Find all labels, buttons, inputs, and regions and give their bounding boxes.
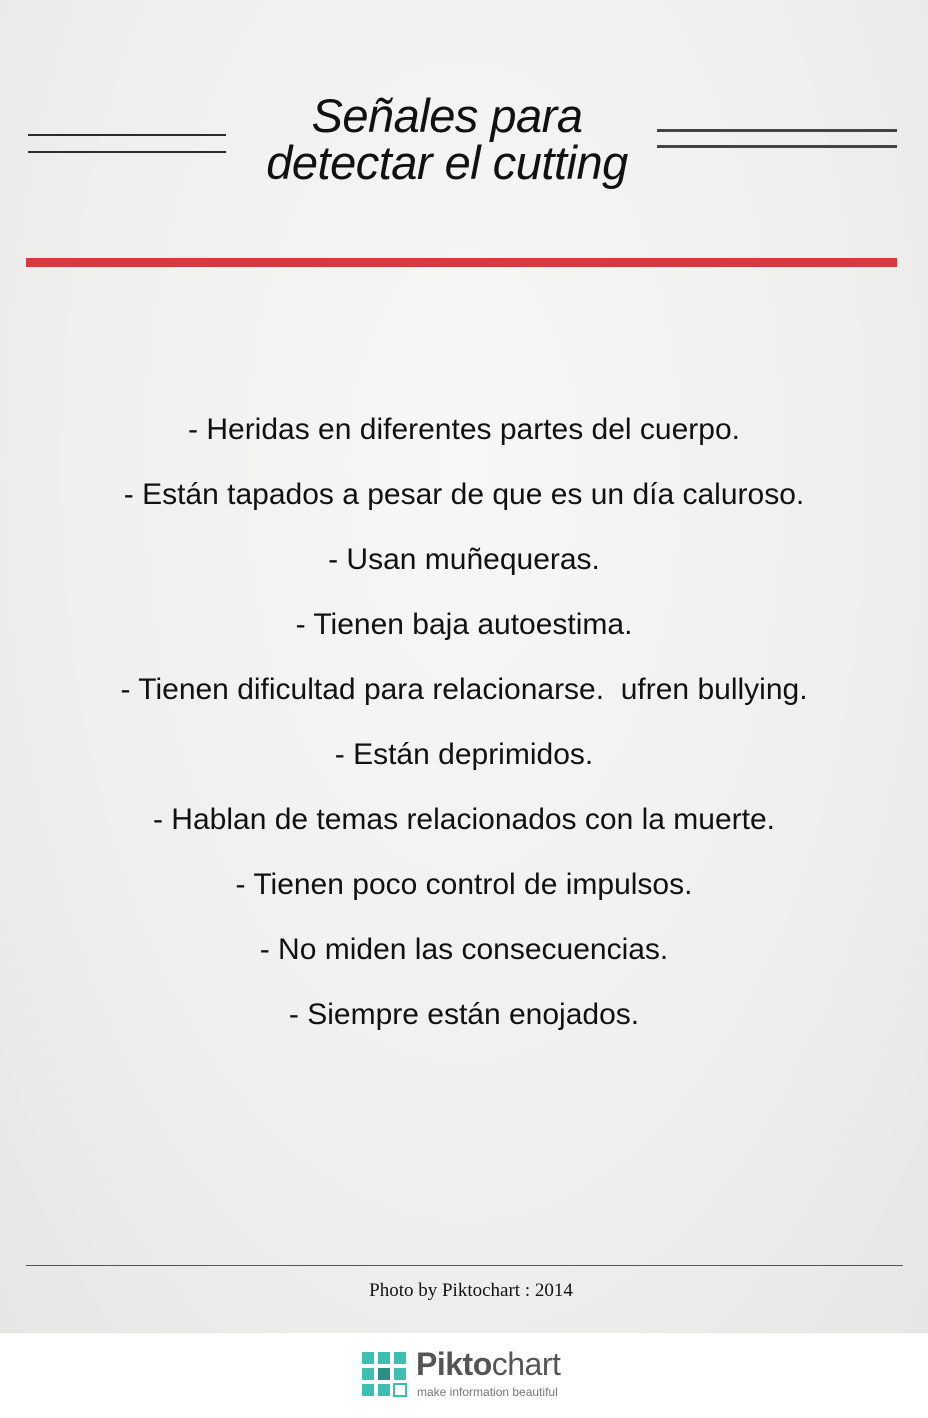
list-item: - Tienen baja autoestima.: [295, 608, 633, 641]
list-item: - Siempre están enojados.: [288, 998, 640, 1031]
list-item: - No miden las consecuencias.: [259, 933, 669, 966]
title-rule-right-bottom: [657, 145, 897, 148]
list-item: - Heridas en diferentes partes del cuerpo.: [188, 413, 740, 446]
list-item: - Hablan de temas relacionados con la muerte.: [152, 803, 775, 836]
accent-divider: [26, 258, 897, 267]
signs-list: [0, 405, 928, 1055]
brand-name-light: chart: [491, 1346, 561, 1382]
brand-tagline: make information beautiful: [417, 1385, 558, 1399]
brand-name-bold: Pikto: [416, 1346, 492, 1382]
title-rule-left-top: [28, 134, 226, 136]
photo-credit: Photo by Piktochart : 2014: [369, 1280, 573, 1301]
title-line-1: Señales para: [311, 89, 583, 142]
brand-name: [416, 1346, 560, 1383]
title-rule-left-bottom: [28, 151, 226, 153]
piktochart-brand[interactable]: [360, 1346, 600, 1400]
list-item: - Tienen poco control de impulsos.: [235, 868, 693, 901]
title-line-2: detectar el cutting: [266, 136, 628, 189]
list-item: - Están deprimidos.: [334, 738, 594, 771]
piktochart-logo-icon: [360, 1350, 408, 1398]
footer-divider: [26, 1265, 903, 1266]
title-rule-right-top: [657, 129, 897, 132]
page-title: [232, 89, 662, 189]
list-item: - Tienen dificultad para relacionarse. ufren bullying.: [120, 673, 808, 706]
list-item: - Usan muñequeras.: [328, 543, 600, 576]
list-item: - Están tapados a pesar de que es un día caluroso.: [123, 478, 805, 511]
